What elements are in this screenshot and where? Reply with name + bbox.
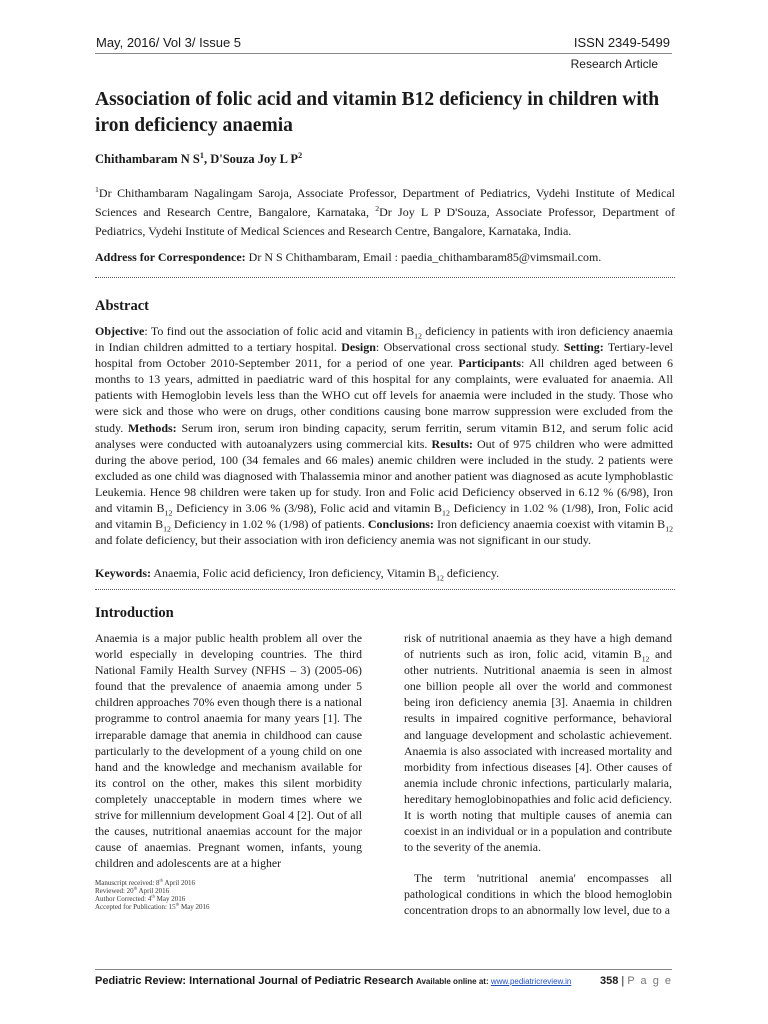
manuscript-date-line: Reviewed: 20th April 2016 bbox=[95, 885, 170, 895]
affiliation-mark: 2 bbox=[375, 204, 380, 213]
author-affiliation-mark: 2 bbox=[298, 150, 303, 160]
author-name: Chithambaram N S bbox=[95, 152, 200, 166]
subscript: 12 bbox=[665, 524, 673, 534]
affiliation-mark: 1 bbox=[95, 185, 99, 194]
page-number bbox=[600, 975, 673, 987]
journal-issue: May, 2016/ Vol 3/ Issue 5 bbox=[96, 35, 242, 50]
keywords-text: deficiency. bbox=[443, 566, 500, 580]
keywords bbox=[95, 566, 675, 581]
subscript: 12 bbox=[163, 524, 171, 534]
abstract-body bbox=[95, 323, 673, 548]
abstract-text: deficiency in patients with iron deficiency anaemia in Indian children admitted to a tertiary hospital. bbox=[95, 324, 673, 355]
dotted-divider bbox=[95, 277, 675, 278]
subscript: 12 bbox=[164, 508, 173, 518]
page-word: P a g e bbox=[627, 975, 673, 987]
author-separator: , bbox=[203, 152, 211, 166]
abstract-text: and folate deficiency, but their association with iron deficiency anemia was not significant in our study. bbox=[95, 533, 591, 548]
abstract-text: : Observational cross sectional study. bbox=[375, 340, 564, 355]
abstract-text: Serum iron, serum iron binding capacity, serum ferritin, serum vitamin B12, and serum folic acid analyses were conducted with autoanalyzers using commercial kits. bbox=[95, 420, 673, 451]
affiliation-text: Dr Chithambaram Nagalingam Saroja, Associate Professor, Department of Pediatrics, Vydehi Institute of Medical Sciences and Research Centre, Bangalore, Karnataka, bbox=[95, 186, 675, 219]
manuscript-dates bbox=[95, 879, 210, 911]
intro-column-left: Anaemia is a major public health problem all over the world especially in developing countries. The third National Family Health Survey (NFHS – 3) (2005-06) found that the prevalence of anaemia among under 5 children approaches 70% even though there is a national programme to control anaemia for many years [1]. The irreparable damage that anemia in childhood can cause particularly to the development of a young child on one hand and the knowledge and mechanism available for its control on the other, makes this silent morbidity completely unacceptable in modern times where we strive for millennium development Goal 4 [2]. Out of all the causes, nutritional anaemias account for the major cause of anaemias. Pregnant women, infants, young children and adolescents are at a higher bbox=[95, 631, 362, 871]
journal-link[interactable]: www.pediatricreview.in bbox=[490, 977, 572, 986]
correspondence-text: Dr N S Chithambaram, Email : paedia_chithambaram85@vimsmail.com. bbox=[245, 250, 602, 264]
abstract-text: Tertiary-level hospital from October 2010-September 2011, for a period of one year. bbox=[95, 340, 674, 371]
conclusions-label: Conclusions: bbox=[367, 517, 434, 532]
correspondence-label: Address for Correspondence: bbox=[95, 250, 246, 264]
design-label: Design bbox=[341, 340, 376, 355]
manuscript-date-line: Manuscript received: 8th April 2016 bbox=[95, 877, 195, 887]
availability bbox=[416, 977, 571, 986]
methods-label: Methods: bbox=[128, 420, 177, 435]
intro-text: risk of nutritional anaemia as they have a high demand of nutrients such as iron, folic acid, vitamin B bbox=[404, 631, 672, 662]
article-type: Research Article bbox=[570, 57, 658, 71]
introduction-heading: Introduction bbox=[95, 605, 174, 621]
author-affiliation-mark: 1 bbox=[199, 150, 204, 160]
page-number-value: 358 bbox=[600, 975, 619, 987]
manuscript-date-line: Accepted for Publication: 15th May 2016 bbox=[95, 901, 210, 911]
abstract-heading: Abstract bbox=[95, 298, 149, 314]
page-separator: | bbox=[618, 975, 628, 987]
footer-divider bbox=[95, 969, 672, 970]
author-list bbox=[95, 152, 302, 167]
affiliation-text: Dr Joy L P D'Souza, Associate Professor, Department of Pediatrics, Vydehi Institute of Medical Sciences and Research Centre, Bangalore, Karnataka, India. bbox=[95, 205, 676, 238]
abstract-text: : To find out the association of folic acid and vitamin B bbox=[144, 324, 415, 338]
subscript: 12 bbox=[436, 573, 444, 583]
header-divider bbox=[95, 53, 672, 54]
journal-name: Pediatric Review: International Journal of Pediatric Research bbox=[95, 975, 414, 987]
author-name: D'Souza Joy L P bbox=[210, 152, 299, 166]
subscript: 12 bbox=[442, 508, 450, 518]
intro-column-right bbox=[404, 630, 672, 855]
abstract-text: Deficiency in 1.02 % (1/98), Iron, Folic acid and vitamin B bbox=[95, 501, 673, 532]
objective-label: Objective bbox=[95, 324, 145, 338]
dotted-divider bbox=[95, 589, 675, 590]
affiliations bbox=[95, 184, 675, 241]
abstract-text: Deficiency in 3.06 % (3/98), Folic acid and vitamin B bbox=[172, 501, 443, 516]
subscript: 12 bbox=[414, 331, 422, 341]
abstract-text: Deficiency in 1.02 % (1/98) of patients. bbox=[170, 517, 368, 532]
setting-label: Setting: bbox=[563, 340, 604, 355]
subscript: 12 bbox=[641, 654, 650, 664]
results-label: Results: bbox=[431, 436, 473, 451]
manuscript-date-line: Author Corrected: 4th May 2016 bbox=[95, 893, 186, 903]
available-label: Available online at: bbox=[416, 977, 491, 986]
intro-paragraph-2: The term 'nutritional anemia' encompasses all pathological conditions in which the blood hemoglobin concentration drops to an abnormally low level, due to a bbox=[404, 871, 672, 918]
abstract-text: : All children aged between 6 months to 13 years, admitted in paediatric ward of this hospital for any complaints, were evaluated for anaemia. All patients with Hemoglobin levels less than the WHO cut off levels for anaemia were included in the study. Those who were sick and those who were on drugs, other conditions causing bone marrow suppression were excluded from the study. bbox=[95, 356, 673, 435]
abstract-text: Out of 975 children who were admitted during the above period, 100 (34 females and 66 males) anemic children were included in the study. 2 patients were excluded as one child was diagnosed with Thalassemia minor and another patient was diagnosed as acute lymphoblastic Leukemia. Hence 98 children were taken up for study. Iron and Folic acid Deficiency observed in 6.12 % (6/98), Iron and vitamin B bbox=[95, 436, 674, 516]
correspondence-address bbox=[95, 250, 675, 265]
article-title: Association of folic acid and vitamin B12 deficiency in children with iron deficiency anaemia bbox=[95, 89, 660, 136]
abstract-text: Iron deficiency anaemia coexist with vitamin B bbox=[433, 517, 666, 532]
intro-text: and other nutrients. Nutritional anaemia is seen in almost one billion people all over the world and commonest being iron deficiency anemia [3]. Anaemia in children results in impaired cognitive performance, behavioral and language development and scholastic achievement. Anaemia is also associated with increased mortality and morbidity from infectious diseases [4]. Other causes of anemia include chronic infections, particularly malaria, hereditary hemoglobinopathies and folic acid deficiency. It is worth noting that multiple causes of anemia can coexist in an individual or in a population and contribute to the severity of the anemia. bbox=[404, 647, 673, 855]
keywords-label: Keywords: bbox=[95, 566, 151, 580]
issn: ISSN 2349-5499 bbox=[573, 35, 670, 50]
participants-label: Participants bbox=[458, 356, 522, 371]
keywords-text: Anaemia, Folic acid deficiency, Iron deficiency, Vitamin B bbox=[151, 566, 437, 580]
